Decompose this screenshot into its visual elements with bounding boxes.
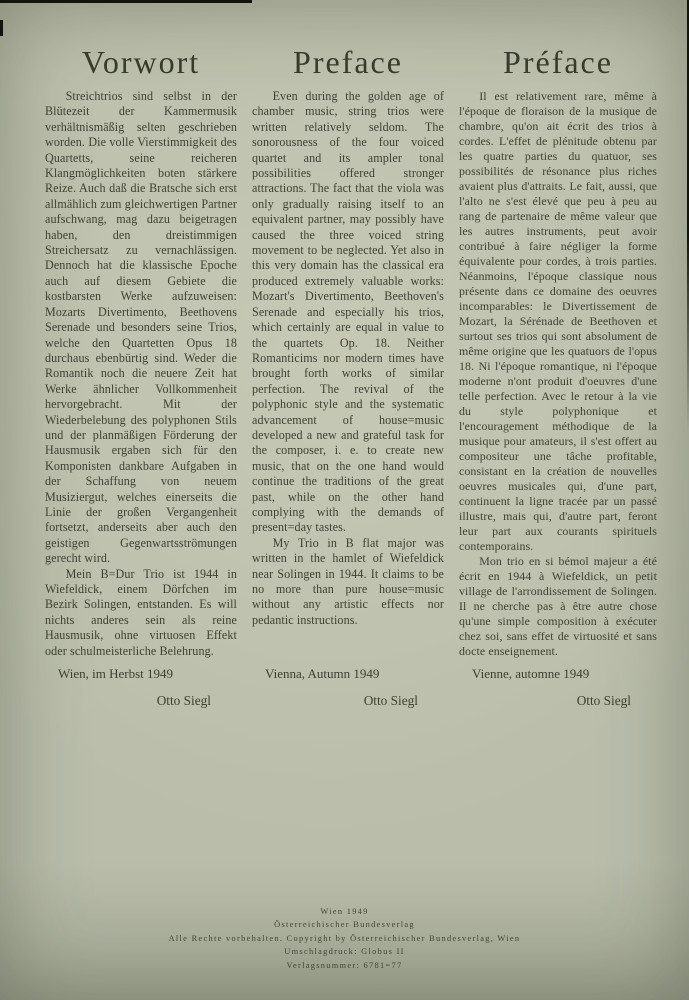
english-signature: Otto Siegl xyxy=(363,693,418,708)
german-signature-block xyxy=(45,666,237,709)
imprint-line-cover-print: Umschlagdruck: Globus II xyxy=(284,947,405,957)
german-signature: Otto Siegl xyxy=(156,693,211,708)
imprint-line-publisher: Österreichischer Bundesverlag xyxy=(274,920,415,930)
english-paragraph-2: My Trio in B flat major was written in the hamlet of Wiefeldick near Solingen in 1944. It claims to be no more than pure house=music without any artistic effects nor pedantic instructions. xyxy=(252,535,444,627)
english-paragraph-1: Even during the golden age of chamber music, string trios were written relatively seldom. The sonorousness of the four voiced quartet and its ampler tonal possibilities offered stronger attractions. The fact that the viola was only gradually raising itself to an equivalent partner, may possibly have caused the three voiced string movement to be neglected. Yet also in this very domain has the classical era produced extremely valuable works: Mozart's Divertimento, Beethoven's Serenade and especially his trios, which certainly are equal in value to the quartets Op. 18. Neither Romanticims nor modern times have brought forth works of similar perfection. The revival of the polyphonic style and the systematic advancement of house=music developed a new and grateful task for the composer, i. e. to create new music, that on the one hand would continue the traditions of the great past, while on the other hand complying with the demands of present=day tastes. xyxy=(252,89,444,535)
french-date-line: Vienne, automne 1949 xyxy=(472,666,590,681)
preface-column-german xyxy=(45,44,237,744)
french-signature-block xyxy=(459,666,657,709)
publisher-imprint xyxy=(0,905,689,972)
preface-columns xyxy=(45,44,657,744)
heading-german-vorwort: Vorwort xyxy=(81,44,201,80)
french-paragraph-1: Il est relativement rare, même à l'époque de floraison de la musique de chambre, qu'on ait écrit des trios à cordes. L'effet de plénitude obtenu par les quatre parties du quatuor, ses possibilités de résonance plus riches avaient plus d'attraits. Le fait, aussi, que l'alto ne s'est élevé que peu à peu au rang de partenaire de même valeur que les autres instruments, peut avoir contribué à faire négliger la forme équivalente pour cordes, à trois parties. Néanmoins, l'époque classique nous présente dans ce domaine des oeuvres incomparables: le Divertissement de Mozart, la Sérénade de Beethoven et surtout ses trios qui sont absolument de même origine que les quatuors de l'opus 18. Ni l'époque romantique, ni l'époque moderne n'ont produit d'oeuvres d'une telle perfection. Avec le retour à la vie du style polyphonique et l'encouragement méthodique de la musique pour amateurs, il s'est offert au compositeur une tâche profitable, consistant en la création de nouvelles oeuvres musicales qui, d'une part, continuent la ligne tracée par un passé illustre, mais qui, d'autre part, feront leur part aux courants spirituels contemporains. xyxy=(459,89,657,553)
english-date-line: Vienna, Autumn 1949 xyxy=(265,666,380,681)
imprint-line-city-year: Wien 1949 xyxy=(320,907,369,916)
preface-column-french xyxy=(459,44,657,744)
french-signature: Otto Siegl xyxy=(576,693,631,708)
scan-edge-artifact-left xyxy=(0,20,3,36)
german-paragraph-2: Mein B=Dur Trio ist 1944 in Wiefeldick, einem Dörfchen im Bezirk Solingen, entstanden. Es will nichts anderes sein als reine Hausmusik, ohne virtuosen Effekt oder schulmeisterliche Belehrung. xyxy=(45,566,237,658)
heading-english-preface: Preface xyxy=(293,44,403,80)
imprint-line-copyright: Alle Rechte vorbehalten. Copyright by Österreichischer Bundesverlag, Wien xyxy=(168,933,521,943)
heading-french-preface: Préface xyxy=(503,44,613,80)
english-signature-block xyxy=(252,666,444,709)
german-date-line: Wien, im Herbst 1949 xyxy=(58,666,174,681)
imprint-line-publisher-number: Verlagsnummer: 6781=77 xyxy=(286,960,403,970)
preface-column-english xyxy=(252,44,444,744)
french-paragraph-2: Mon trio en si bémol majeur a été écrit en 1944 à Wiefeldick, un petit village de l'arrondissement de Solingen. Il ne cherche pas à être autre chose qu'une simple composition à exécuter chez soi, sans effet de virtuosité et sans docte enseignement. xyxy=(459,554,657,658)
scan-edge-artifact-top xyxy=(0,0,252,3)
german-paragraph-1: Streichtrios sind selbst in der Blütezeit der Kammermusik verhältnismäßig selten geschrieben worden. Die volle Vierstimmigkeit des Quartetts, seine reicheren Klangmöglichkeiten boten stärkere Reize. Auch daß die Bratsche sich erst allmählich zum gleichwertigen Partner aufschwang, mag dazu beigetragen haben, den dreistimmigen Streichersatz zu vernachlässigen. Dennoch hat die klassische Epoche auch auf diesem Gebiete die kostbarsten Werke aufzuweisen: Mozarts Divertimento, Beethovens Serenade und besonders seine Trios, welche den Quartetten Opus 18 durchaus ebenbürtig sind. Weder die Romantik noch die neuere Zeit hat Werke ähnlicher Vollkommenheit hervorgebracht. Mit der Wiederbelebung des polyphonen Stils und der planmäßigen Förderung der Hausmusik ergaben sich für den Komponisten dankbare Aufgaben in der Schaffung von neuem Musiziergut, welches einerseits die Linie der großen Vergangenheit fortsetzt, anderseits aber auch den geistigen Gegenwartsströmungen gerecht wird. xyxy=(45,89,237,566)
